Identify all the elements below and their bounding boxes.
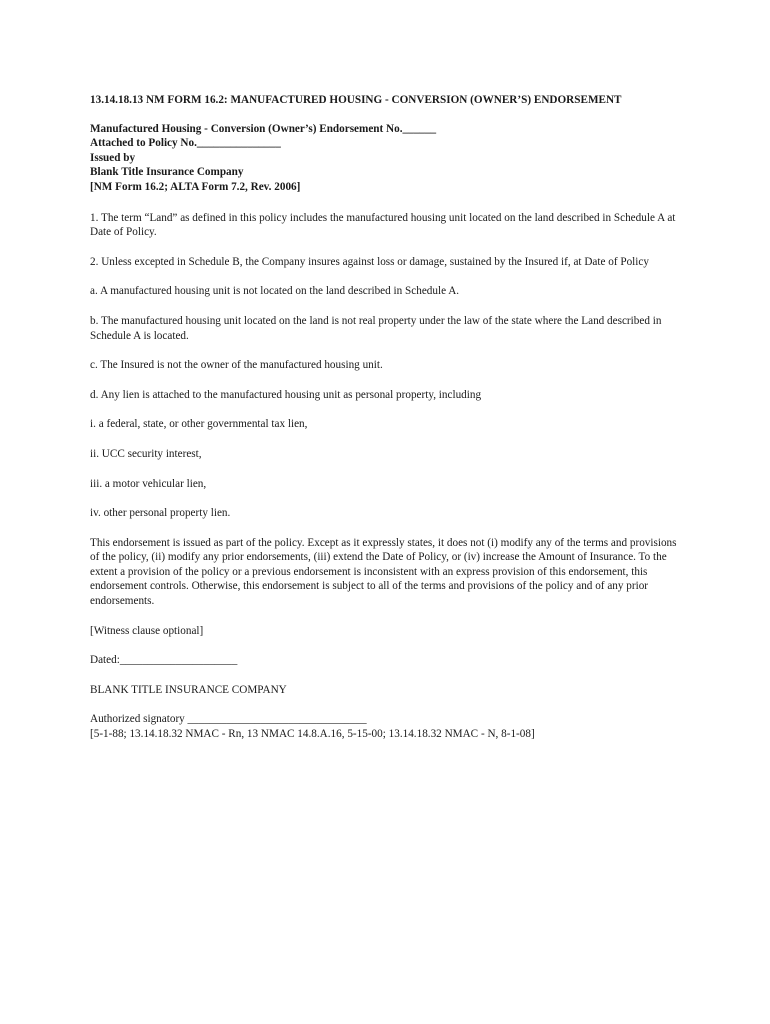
clause-2a: a. A manufactured housing unit is not located on the land described in Schedule A.	[90, 285, 460, 298]
company-signature-name: BLANK TITLE INSURANCE COMPANY	[90, 683, 287, 696]
clause-2d-iii: iii. a motor vehicular lien,	[90, 477, 207, 490]
form-reference-line: [NM Form 16.2; ALTA Form 7.2, Rev. 2006]	[90, 180, 301, 193]
witness-clause: [Witness clause optional]	[90, 624, 204, 637]
clause-2d-iv: iv. other personal property lien.	[90, 507, 231, 520]
clause-2b: b. The manufactured housing unit located on the land is not real property under the law of the state where the Land described in Schedule A is located.	[90, 314, 662, 342]
clause-1: 1. The term “Land” as defined in this policy includes the manufactured housing unit located on the land described in Schedule A at Date of Policy.	[90, 211, 676, 239]
endorsement-statement: This endorsement is issued as part of the policy. Except as it expressly states, it does not (i) modify any of the terms and provisions of the policy, (ii) modify any prior endorsements, (iii) extend the Date of Policy, or (iv) increase the Amount of Insurance. To the extent a provision of the policy or a previous endorsement is inconsistent with an express provision of this endorsement, this endorsement controls. Otherwise, this endorsement is subject to all of the terms and provisions of the policy and of any prior endorsements.	[90, 536, 677, 608]
endorsement-header	[90, 122, 680, 195]
authorized-signatory-line: Authorized signatory ________________________________	[90, 713, 367, 726]
issued-by-line: Issued by	[90, 151, 136, 164]
history-note: [5-1-88; 13.14.18.32 NMAC - Rn, 13 NMAC 14.8.A.16, 5-15-00; 13.14.18.32 NMAC - N, 8-1-08]	[90, 728, 535, 741]
clause-2: 2. Unless excepted in Schedule B, the Company insures against loss or damage, sustained by the Insured if, at Date of Policy	[90, 255, 649, 268]
section-heading: 13.14.18.13 NM FORM 16.2: MANUFACTURED HOUSING - CONVERSION (OWNER’S) ENDORSEMENT	[90, 94, 622, 106]
policy-number-line: Attached to Policy No._______________	[90, 137, 281, 150]
clause-2d-i: i. a federal, state, or other governmental tax lien,	[90, 418, 308, 431]
clause-2d-ii: ii. UCC security interest,	[90, 447, 202, 460]
endorsement-number-line: Manufactured Housing - Conversion (Owner’s) Endorsement No.______	[90, 122, 437, 135]
document-page	[90, 93, 680, 742]
clause-2c: c. The Insured is not the owner of the manufactured housing unit.	[90, 359, 383, 372]
signature-block	[90, 712, 680, 741]
clause-2d: d. Any lien is attached to the manufactured housing unit as personal property, including	[90, 388, 482, 401]
dated-line: Dated:_____________________	[90, 654, 238, 667]
company-name-line: Blank Title Insurance Company	[90, 166, 244, 179]
